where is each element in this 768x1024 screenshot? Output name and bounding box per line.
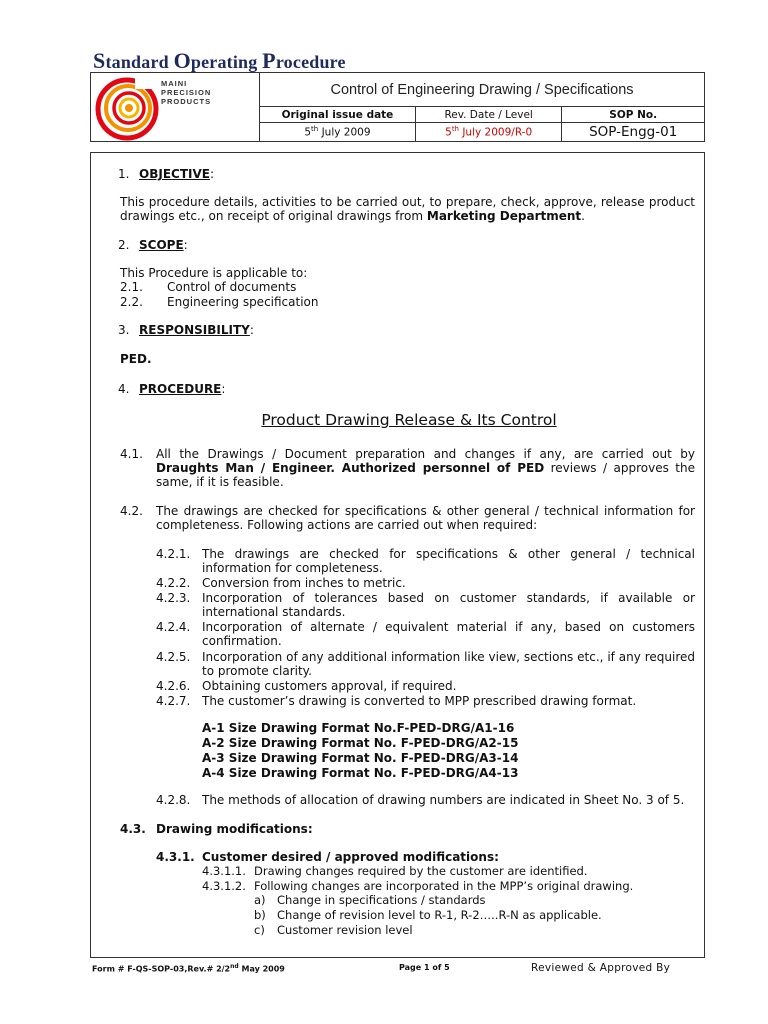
original-issue-date: 5th July 2009 (260, 123, 415, 142)
scope-item-text: Engineering specification (167, 295, 319, 309)
logo-swirl-icon (91, 73, 259, 141)
clause-number: 4.2. (120, 504, 143, 518)
customer-modifications-heading: Customer desired / approved modifications: (202, 850, 499, 864)
drawing-format-item: A-3 Size Drawing Format No. F-PED-DRG/A3-14 (202, 751, 519, 765)
revision-table (260, 107, 704, 141)
sub-clause-number: 4.3.1. (156, 850, 195, 864)
sub-clause-text: Obtaining customers approval, if required. (202, 679, 457, 693)
clause-number: 4.1. (120, 447, 143, 461)
procedure-heading: PROCEDURE: (139, 382, 226, 396)
scope-item-number: 2.2. (120, 295, 143, 309)
objective-heading: OBJECTIVE: (139, 167, 214, 181)
drawing-format-item: A-2 Size Drawing Format No. F-PED-DRG/A2-15 (202, 736, 519, 750)
responsibility-heading: RESPONSIBILITY: (139, 323, 254, 337)
sub-clause-text: The methods of allocation of drawing numbers are indicated in Sheet No. 3 of 5. (202, 793, 685, 807)
sub-clause-text: Incorporation of alternate / equivalent material if any, based on customers confirmation. (202, 620, 695, 648)
clause-4-1-text: All the Drawings / Document preparation and changes if any, are carried out by Draughts Man / Engineer. Authorized personnel of PED reviews / approves the same, if it is feasible. (156, 447, 695, 489)
sub-clause-number: 4.2.3. (156, 591, 191, 605)
sub-sub-clause-text: Drawing changes required by the customer are identified. (254, 864, 588, 878)
drawing-format-item: A-4 Size Drawing Format No. F-PED-DRG/A4-13 (202, 766, 519, 780)
procedure-subject: Control of Engineering Drawing / Specifications (260, 73, 704, 107)
change-item-letter: a) (254, 893, 266, 907)
sub-clause-text: Incorporation of tolerances based on customer standards, if available or international standards. (202, 591, 695, 619)
scope-item-text: Control of documents (167, 280, 297, 294)
company-logo (91, 73, 260, 141)
col-sop-no: SOP No. (562, 107, 704, 123)
section-3-number: 3. (118, 323, 130, 337)
scope-intro: This Procedure is applicable to: (120, 266, 308, 280)
sub-clause-number: 4.2.4. (156, 620, 191, 634)
sub-clause-text: Incorporation of any additional information like view, sections etc., if any required to promote clarity. (202, 650, 695, 678)
col-rev-date: Rev. Date / Level (415, 107, 562, 123)
approval-note: Reviewed & Approved By (531, 962, 671, 974)
page-number: Page 1 of 5 (399, 963, 450, 972)
objective-text: This procedure details, activities to be carried out, to prepare, check, approve, release product drawings etc., on receipt of original drawings from Marketing Department. (120, 195, 695, 223)
sub-clause-number: 4.2.7. (156, 694, 191, 708)
logo-text-line-1: MAINI (161, 79, 188, 88)
responsibility-text: PED. (120, 352, 152, 366)
change-item-text: Change in specifications / standards (277, 893, 486, 907)
drawing-format-list (202, 721, 518, 781)
logo-text-line-3: PRODUCTS (161, 97, 212, 106)
section-4-number: 4. (118, 382, 130, 396)
section-2-number: 2. (118, 238, 130, 252)
drawing-format-item: A-1 Size Drawing Format No.F-PED-DRG/A1-16 (202, 721, 515, 735)
sub-clause-number: 4.2.2. (156, 576, 191, 590)
sub-sub-clause-number: 4.3.1.1. (202, 864, 246, 878)
section-1-number: 1. (118, 167, 130, 181)
change-item-letter: b) (254, 908, 266, 922)
scope-item-number: 2.1. (120, 280, 143, 294)
change-item-letter: c) (254, 923, 265, 937)
form-number: Form # F-QS-SOP-03,Rev.# 2/2nd May 2009 (92, 963, 285, 974)
sop-number: SOP-Engg-01 (562, 123, 704, 142)
col-original-issue: Original issue date (260, 107, 415, 123)
clause-number: 4.3. (120, 822, 146, 836)
change-item-text: Change of revision level to R-1, R-2…..R-N as applicable. (277, 908, 602, 922)
rev-date-level: 5th July 2009/R-0 (415, 123, 562, 142)
sub-sub-clause-text: Following changes are incorporated in the MPP’s original drawing. (254, 879, 634, 893)
scope-heading: SCOPE: (139, 238, 188, 252)
change-item-text: Customer revision level (277, 923, 413, 937)
sub-clause-text: The customer’s drawing is converted to MPP prescribed drawing format. (202, 694, 637, 708)
procedure-subtitle: Product Drawing Release & Its Control (261, 411, 557, 429)
sub-clause-number: 4.2.1. (156, 547, 191, 561)
clause-4-2-text: The drawings are checked for specifications & other general / technical information for completeness. Following actions are carried out when required: (156, 504, 695, 532)
drawing-modifications-heading: Drawing modifications: (156, 822, 313, 836)
sub-clause-number: 4.2.8. (156, 793, 191, 807)
sub-clause-text: The drawings are checked for specifications & other general / technical information for completeness. (202, 547, 695, 575)
sub-clause-text: Conversion from inches to metric. (202, 576, 406, 590)
sub-clause-number: 4.2.5. (156, 650, 191, 664)
sub-clause-number: 4.2.6. (156, 679, 191, 693)
logo-text-line-2: PRECISION (161, 88, 212, 97)
header-box (90, 72, 705, 142)
sub-sub-clause-number: 4.3.1.2. (202, 879, 246, 893)
document-title: Standard Operating Procedure (93, 48, 346, 73)
